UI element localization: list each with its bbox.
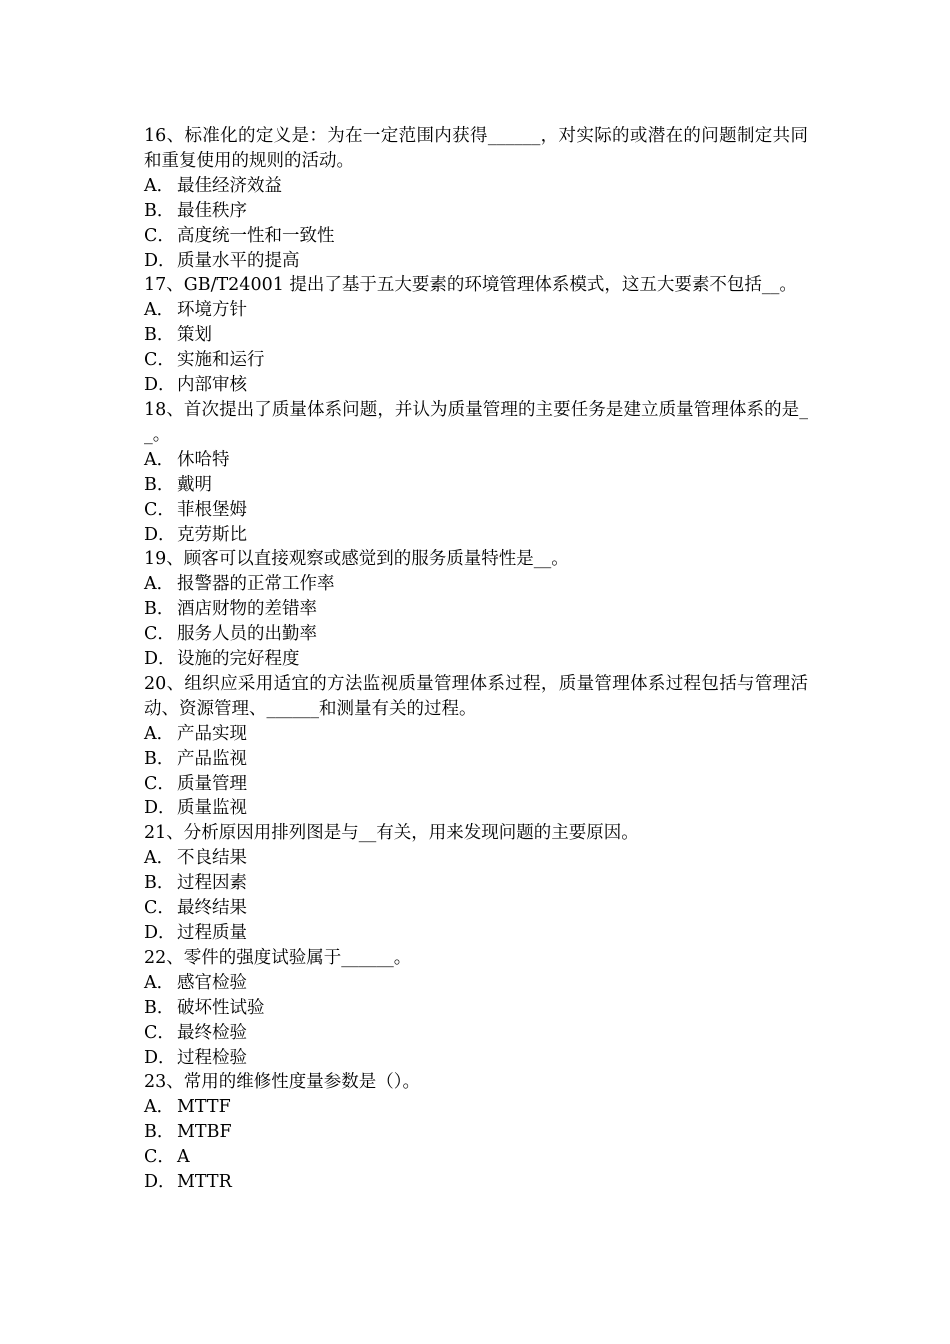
option-letter: A． (144, 723, 175, 744)
question-text: 19、顾客可以直接观察或感觉到的服务质量特性是__。 (144, 549, 569, 570)
option-b (144, 597, 808, 622)
option-letter: C． (144, 898, 175, 919)
option-text: MTTR (177, 1172, 232, 1193)
option-d (144, 1046, 808, 1071)
question-21 (144, 821, 808, 946)
option-text: 休哈特 (177, 449, 230, 470)
option-letter: A． (144, 848, 175, 869)
option-c (144, 348, 808, 373)
option-text: 内部审核 (177, 375, 247, 396)
option-letter: A． (144, 300, 175, 321)
option-letter: D． (144, 798, 176, 819)
option-text: 最佳秩序 (177, 200, 247, 221)
option-text: 报警器的正常工作率 (177, 574, 335, 595)
option-text: 质量水平的提高 (177, 250, 300, 271)
option-b (144, 747, 808, 772)
option-text: 产品实现 (177, 723, 247, 744)
option-text: MTTF (177, 1097, 231, 1118)
option-letter: C． (144, 350, 175, 371)
option-text: 过程检验 (177, 1047, 247, 1068)
option-text: 实施和运行 (177, 350, 265, 371)
option-text: 最佳经济效益 (177, 175, 282, 196)
option-d (144, 249, 808, 274)
option-letter: D． (144, 1047, 176, 1068)
option-letter: D． (144, 524, 176, 545)
option-letter: D． (144, 923, 176, 943)
option-text: 设施的完好程度 (177, 649, 300, 670)
option-text: 酒店财物的差错率 (177, 599, 317, 620)
question-text: 18、首次提出了质量体系问题，并认为质量管理的主要任务是建立质量管理体系的是__。 (144, 399, 808, 445)
option-letter: B． (144, 474, 175, 495)
option-letter: A． (144, 972, 175, 993)
option-text: 菲根堡姆 (177, 499, 247, 520)
question-text: 23、常用的维修性度量参数是（）。 (144, 1072, 421, 1093)
option-letter: A． (144, 574, 175, 595)
question-text: 22、零件的强度试验属于______。 (144, 947, 412, 968)
option-text: 策划 (177, 325, 212, 346)
option-d (144, 523, 808, 548)
option-a (144, 448, 808, 473)
option-letter: C． (144, 1022, 175, 1043)
option-c (144, 772, 808, 797)
option-letter: C． (144, 773, 175, 794)
option-c (144, 1145, 808, 1170)
option-d (144, 647, 808, 672)
option-letter: B． (144, 599, 175, 620)
option-b (144, 1120, 808, 1145)
option-text: 破坏性试验 (177, 997, 265, 1018)
option-b (144, 199, 808, 224)
option-letter: C． (144, 499, 175, 520)
option-text: 质量监视 (177, 798, 247, 819)
question-23 (144, 1070, 808, 1195)
option-letter: B． (144, 873, 175, 894)
option-c (144, 498, 808, 523)
option-letter: A． (144, 449, 175, 470)
option-letter: C． (144, 624, 175, 645)
question-19 (144, 547, 808, 672)
option-letter: B． (144, 325, 175, 346)
option-d (144, 373, 808, 398)
option-text: 环境方针 (177, 300, 247, 321)
option-text: A (177, 1147, 190, 1168)
option-a (144, 572, 808, 597)
question-text: 20、组织应采用适宜的方法监视质量管理体系过程，质量管理体系过程包括与管理活动、资源管理、______和测量有关的过程。 (144, 673, 808, 719)
question-17 (144, 273, 808, 398)
option-b (144, 871, 808, 896)
option-text: 高度统一性和一致性 (177, 225, 335, 246)
option-letter: C． (144, 1147, 175, 1168)
option-c (144, 622, 808, 647)
option-text: 感官检验 (177, 972, 247, 993)
question-20 (144, 672, 808, 821)
option-a (144, 1095, 808, 1120)
option-letter: B． (144, 997, 175, 1018)
option-d (144, 921, 808, 946)
option-letter: A． (144, 175, 175, 196)
option-text: MTBF (177, 1122, 232, 1143)
option-a (144, 298, 808, 323)
option-text: 过程质量 (177, 923, 247, 943)
option-text: 最终结果 (177, 898, 247, 919)
option-letter: D． (144, 375, 176, 396)
option-letter: D． (144, 250, 176, 271)
option-letter: C． (144, 225, 175, 246)
option-b (144, 996, 808, 1021)
option-b (144, 323, 808, 348)
option-c (144, 1021, 808, 1046)
option-text: 最终检验 (177, 1022, 247, 1043)
option-c (144, 224, 808, 249)
option-letter: B． (144, 1122, 175, 1143)
option-text: 产品监视 (177, 748, 247, 769)
question-text: 21、分析原因用排列图是与__有关，用来发现问题的主要原因。 (144, 823, 639, 844)
option-c (144, 896, 808, 921)
question-18 (144, 398, 808, 547)
option-letter: D． (144, 1172, 176, 1193)
option-text: 克劳斯比 (177, 524, 247, 545)
option-letter: B． (144, 200, 175, 221)
option-text: 服务人员的出勤率 (177, 624, 317, 645)
option-letter: B． (144, 748, 175, 769)
option-letter: A． (144, 1097, 175, 1118)
question-text: 16、标准化的定义是：为在一定范围内获得______，对实际的或潜在的问题制定共同和重复使用的规则的活动。 (144, 126, 808, 171)
option-a (144, 846, 808, 871)
option-text: 质量管理 (177, 773, 247, 794)
option-a (144, 174, 808, 199)
option-letter: D． (144, 649, 176, 670)
option-text: 戴明 (177, 474, 212, 495)
question-text: 17、GB/T24001 提出了基于五大要素的环境管理体系模式，这五大要素不包括__。 (144, 275, 797, 296)
question-list (144, 124, 808, 1195)
option-d (144, 1170, 808, 1195)
option-text: 过程因素 (177, 873, 247, 894)
option-b (144, 473, 808, 498)
option-a (144, 971, 808, 996)
question-16 (144, 124, 808, 273)
option-a (144, 722, 808, 747)
question-22 (144, 946, 808, 1071)
option-d (144, 796, 808, 821)
option-text: 不良结果 (177, 848, 247, 869)
